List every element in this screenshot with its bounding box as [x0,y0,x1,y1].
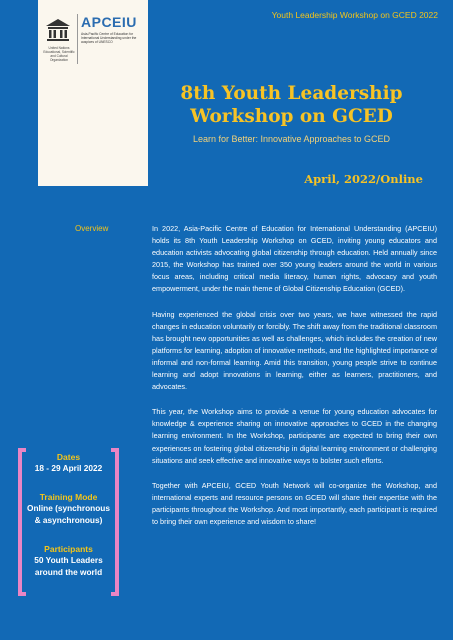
apceiu-logo: APCEIU [81,14,137,30]
page-subtitle: Learn for Better: Innovative Approaches to GCED [192,134,391,144]
overview-paragraph: Together with APCEIU, GCED Youth Network will co-organize the Workshop, and international experts and resource persons on GCED will share their expertise with the participants throughout the Workshop. And most importantly, each participant is required to bring their own experience and wisdom to share! [152,480,437,526]
title-line-2: Workshop on GCED [190,106,393,127]
logo-divider [77,14,78,64]
unesco-temple-icon [44,16,72,44]
participants-group [26,544,111,578]
overview-body [152,223,437,541]
participants-value-1: 50 Youth Leaders [34,555,103,565]
details-box [18,448,119,596]
header-tag: Youth Leadership Workshop on GCED 2022 [271,10,438,20]
overview-paragraph: Having experienced the global crisis over two years, we have witnessed the rapid changes in education voluntarily or forcibly. The shift away from the traditional classroom has brought new opportunities as well as challenges, which includes the creation of new platforms for learning, adoption of innovative methods, and the highlighted importance of informal and non-formal learning. Amid this transition, young people strive to continue learning and adopt innovations in learning, either as learners, practitioners, and advocates. [152,309,437,392]
overview-paragraph: This year, the Workshop aims to provide a venue for young education advocates for knowledge & experience sharing on innovative approaches to GCED in the changing learning environment. In the Workshop, participants are expected to bring their own experiences on fostering global citizenship in digital learning environment or challenging situations and seek effective and innovative ways to bolster such efforts. [152,407,437,465]
participants-label: Participants [44,544,93,554]
logo-card [38,0,148,186]
event-date: April, 2022/Online [304,172,423,186]
training-mode-label: Training Mode [39,492,98,502]
title-line-1: 8th Youth Leadership [180,83,403,104]
training-mode-value-2: & asynchronous) [34,515,103,525]
right-bracket [111,448,119,596]
left-bracket [18,448,26,596]
participants-value-2: around the world [34,567,103,577]
overview-label: Overview [75,224,109,233]
overview-paragraph: In 2022, Asia-Pacific Centre of Education for International Understanding (APCEIU) holds its 8th Youth Leadership Workshop on GCED, inviting young educators and education activists advocating global citizenship through education. Held annually since 2015, the Workshop has trained over 350 young leaders around the world in various focus areas, including critical media literacy, human rights, advocacy and youth empowerment, under the main theme of Global Citizenship Education (GCED). [152,224,437,294]
dates-label: Dates [56,452,81,462]
apceiu-caption: Asia-Pacific Centre of Education for International Understanding under the auspices of UNESCO [81,32,137,45]
training-mode-value-1: Online (synchronous [27,503,110,513]
page-title [150,82,433,128]
unesco-caption: United Nations Educational, Scientific and Cultural Organization [43,46,75,62]
training-mode-group [26,492,111,526]
dates-group [26,452,111,474]
dates-value: 18 - 29 April 2022 [34,463,103,473]
